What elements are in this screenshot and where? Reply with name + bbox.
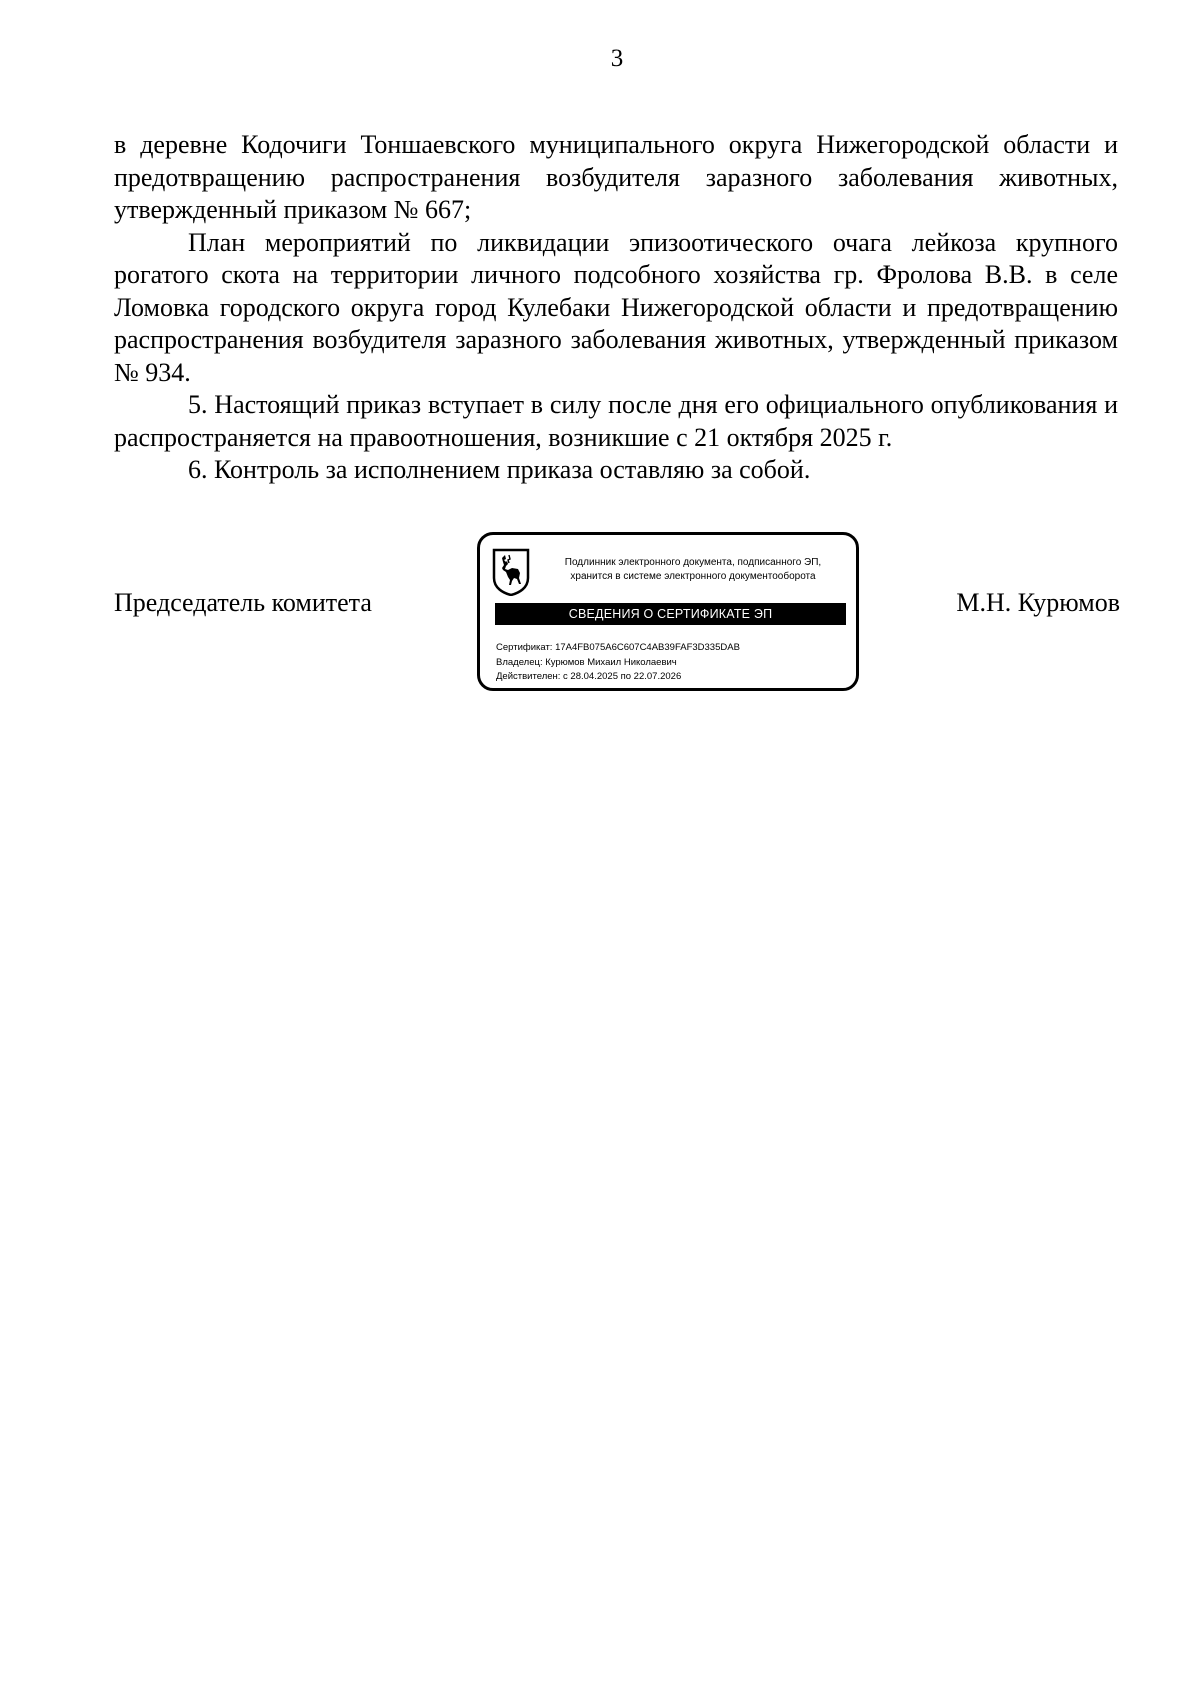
paragraph: План мероприятий по ликвидации эпизоотического очага лейкоза крупного рогатого скота на территории личного подсобного хозяйства гр. Фролова В.В. в селе Ломовка городского округа город Кулебаки Нижегородской области и предотвращению распространения возбудителя заразного заболевания животных, утвержденный приказом № 934. — [114, 227, 1118, 387]
certificate-owner: Владелец: Курюмов Михаил Николаевич — [496, 656, 677, 668]
paragraph: 6. Контроль за исполнением приказа оставляю за собой. — [188, 455, 811, 484]
certificate-number: Сертификат: 17A4FB075A6C607C4AB39FAF3D335DAB — [496, 642, 740, 653]
stamp-note-line: хранится в системе электронного документооборота — [570, 571, 816, 582]
electronic-signature-stamp — [477, 532, 859, 691]
signatory-name: М.Н. Курюмов — [956, 588, 1120, 617]
stamp-note — [542, 556, 844, 584]
certificate-details — [496, 641, 740, 685]
stamp-note-line: Подлинник электронного документа, подписанного ЭП, — [564, 557, 822, 568]
coat-of-arms-icon — [492, 548, 530, 596]
paragraph: в деревне Кодочиги Тоншаевского муниципального округа Нижегородской области и предотвращению распространения возбудителя заразного заболевания животных, утвержденный приказом № 667; — [114, 130, 1118, 224]
signatory-position: Председатель комитета — [114, 588, 372, 617]
document-body — [114, 129, 1118, 487]
page-number: 3 — [610, 45, 624, 72]
certificate-validity: Действителен: с 28.04.2025 по 22.07.2026 — [496, 671, 682, 682]
stamp-heading: СВЕДЕНИЯ О СЕРТИФИКАТЕ ЭП — [495, 603, 846, 625]
paragraph: 5. Настоящий приказ вступает в силу после дня его официального опубликования и распространяется на правоотношения, возникшие с 21 октября 2025 г. — [114, 390, 1118, 452]
